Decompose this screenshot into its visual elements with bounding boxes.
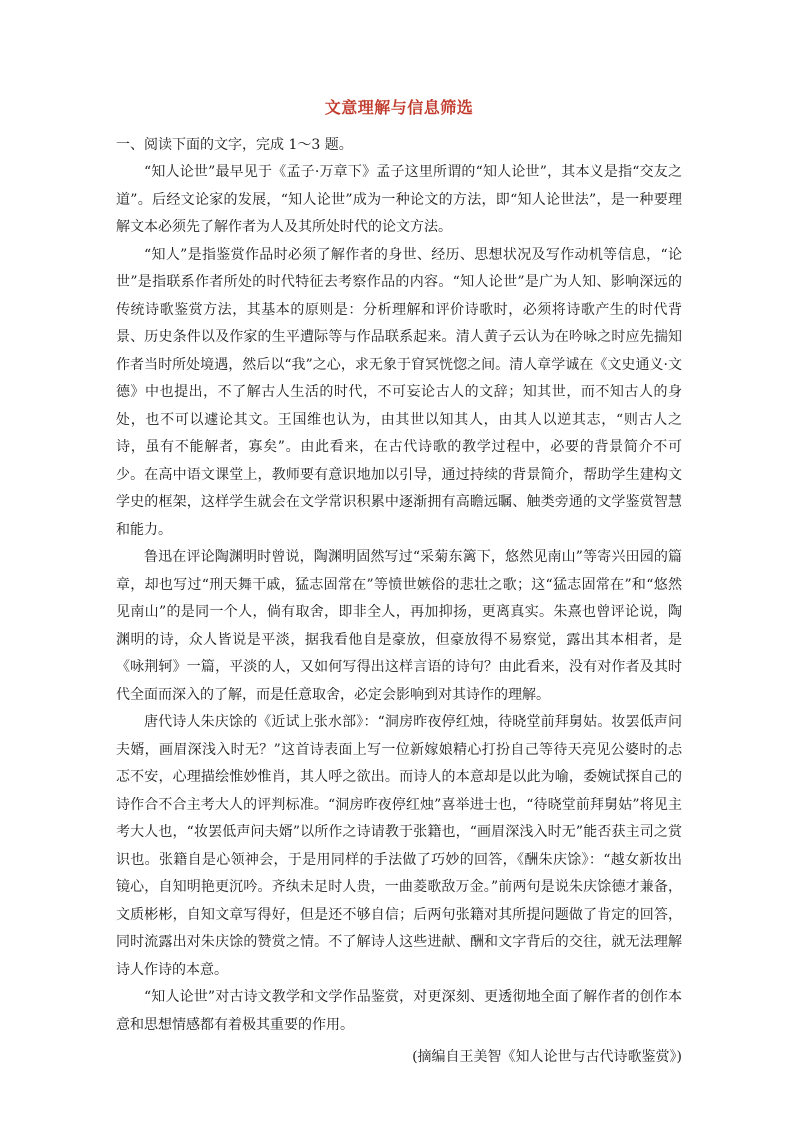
document-title: 文意理解与信息筛选	[324, 98, 474, 117]
question-instruction: 一、阅读下面的文字，完成 1～3 题。	[116, 137, 353, 153]
paragraph-4: 唐代诗人朱庆馀的《近试上张水部》：“洞房昨夜停红烛，待晓堂前拜舅姑。妆罢低声问夫婿，画眉深浅入时无？”这首诗表面上写一位新嫁娘精心打扮自己等待天亮见公婆时的忐忑不安，心理描绘惟妙惟肖，其人呼之欲出。而诗人的本意却是以此为喻，委婉试探自己的诗作合不合主考大人的评判标准。“洞房昨夜停红烛”喜举进士也，“待晓堂前拜舅姑”将见主考大人也，“妆罢低声问夫婿”以所作之诗请教于张籍也，“画眉深浅入时无”能否获主司之赏识也。张籍自是心领神会，于是用同样的手法做了巧妙的回答，《酬朱庆馀》：“越女新妆出镜心，自知明艳更沉吟。齐纨未足时人贵，一曲菱歌敌万金。”前两句是说朱庆馀德才兼备，文质彬彬，自知文章写得好，但是还不够自信；后两句张籍对其所提问题做了肯定的回答，同时流露出对朱庆馀的赞赏之情。不了解诗人这些进献、酬和文字背后的交往，就无法理解诗人作诗的本意。	[116, 714, 682, 978]
paragraph-3: 鲁迅在评论陶渊明时曾说，陶渊明固然写过“采菊东篱下，悠然见南山”等寄兴田园的篇章，却也写过“刑天舞干戚，猛志固常在”等愤世嫉俗的悲壮之歌；这“猛志固常在”和“悠然见南山”的是同一个人，倘有取舍，即非全人，再加抑扬，更离真实。朱熹也曾评论说，陶渊明的诗，众人皆说是平淡，据我看他自是豪放，但豪放得不易察觉，露出其本相者，是《咏荆轲》一篇，平淡的人，又如何写得出这样言语的诗句？由此看来，没有对作者及其时代全面而深入的了解，而是任意取舍，必定会影响到对其诗作的理解。	[116, 549, 682, 703]
paragraph-1: “知人论世”最早见于《孟子·万章下》孟子这里所谓的“知人论世”，其本义是指“交友之道”。后经文论家的发展，“知人论世”成为一种论文的方法，即“知人论世法”，是一种要理解文本必须先了解作者为人及其所处时代的论文方法。	[116, 164, 682, 235]
document-page	[116, 96, 682, 1071]
paragraph-5: “知人论世”对古诗文教学和文学作品鉴赏，对更深刻、更透彻地全面了解作者的创作本意和思想情感都有着极其重要的作用。	[116, 989, 682, 1033]
source-citation: (摘编自王美智《知人论世与古代诗歌鉴赏》)	[412, 1049, 682, 1065]
paragraph-2: “知人”是指鉴赏作品时必须了解作者的身世、经历、思想状况及写作动机等信息，“论世”是指联系作者所处的时代特征去考察作品的内容。“知人论世”是广为人知、影响深远的传统诗歌鉴赏方法，其基本的原则是：分析理解和评价诗歌时，必须将诗歌产生的时代背景、历史条件以及作家的生平遭际等与作品联系起来。清人黄子云认为在吟咏之时应先揣知作者当时所处境遇，然后以“我”之心，求无象于窅冥恍惚之间。清人章学诚在《文史通义·文德》中也提出，不了解古人生活的时代，不可妄论古人的文辞；知其世，而不知古人的身处，也不可以遽论其文。王国维也认为，由其世以知其人，由其人以逆其志，“则古人之诗，虽有不能解者，寡矣”。由此看来，在古代诗歌的教学过程中，必要的背景简介不可少。在高中语文课堂上，教师要有意识地加以引导，通过持续的背景简介，帮助学生建构文学史的框架，这样学生就会在文学常识积累中逐渐拥有高瞻远瞩、触类旁通的文学鉴赏智慧和能力。	[116, 246, 682, 538]
